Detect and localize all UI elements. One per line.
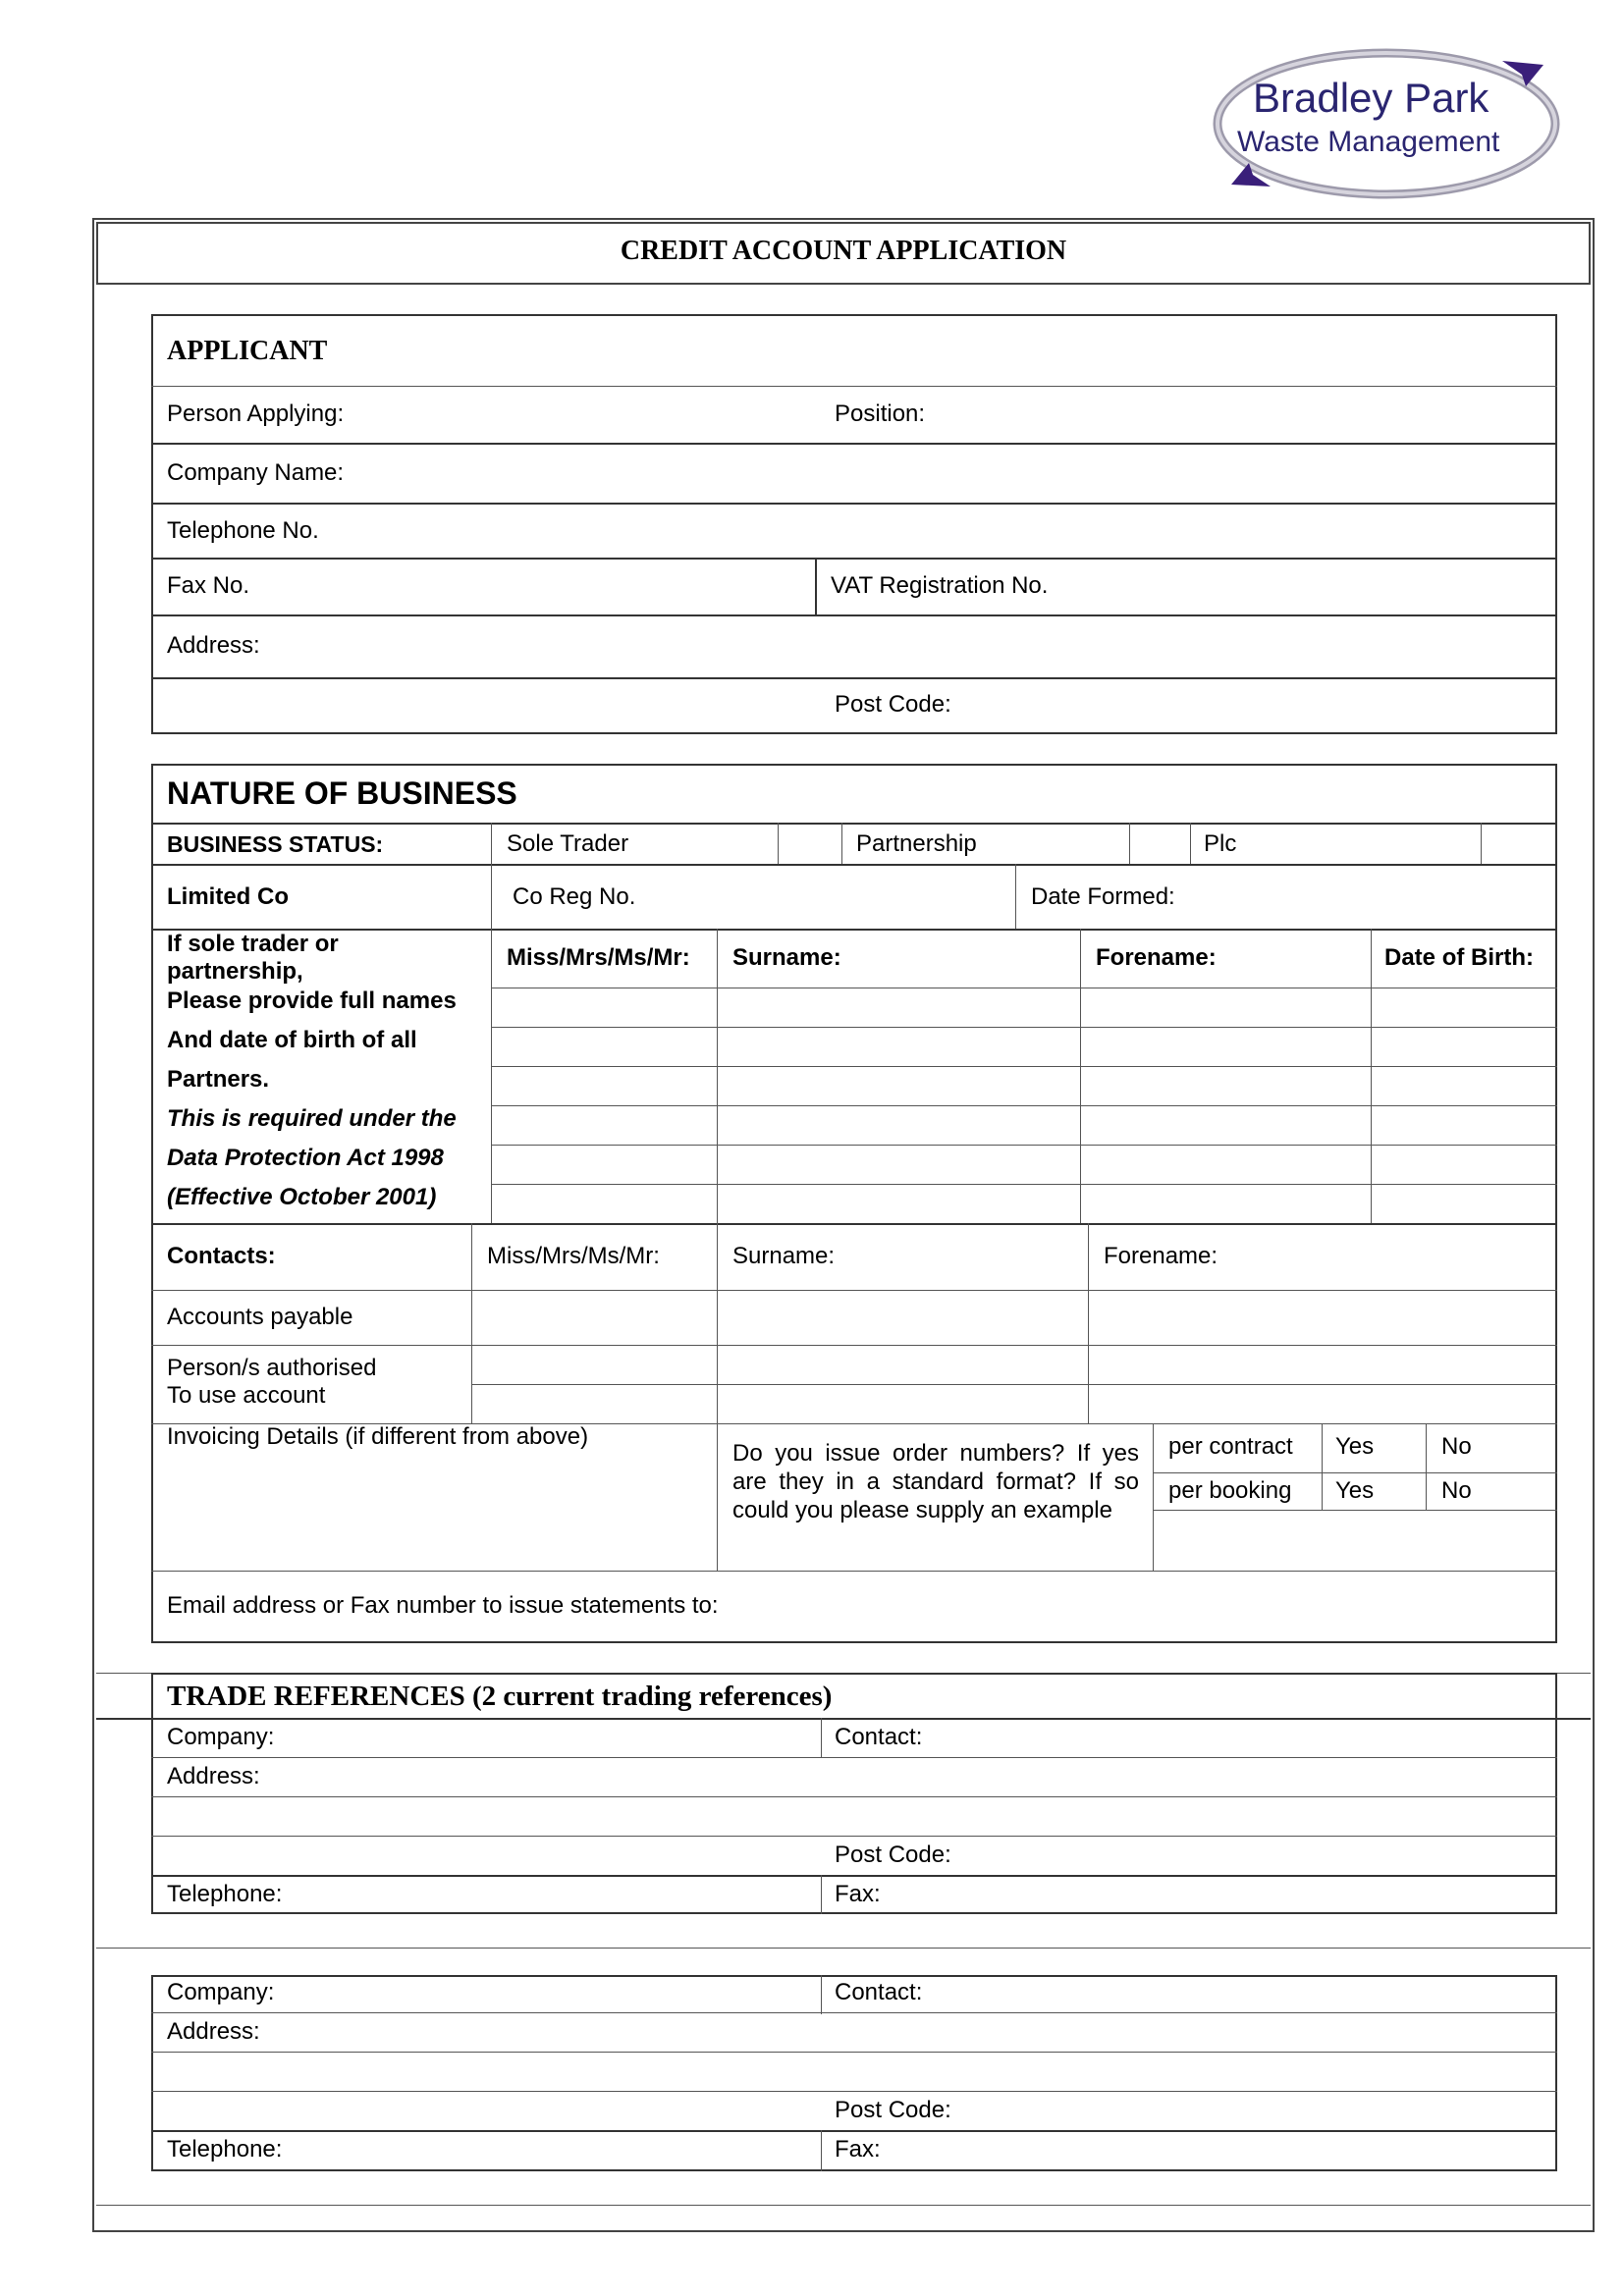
ref1-post-code-field[interactable]	[972, 1838, 1551, 1873]
contacts-label: Contacts:	[167, 1243, 276, 1269]
email-statements-field[interactable]	[756, 1575, 1551, 1639]
applicant-heading: APPLICANT	[167, 336, 328, 366]
invoicing-details-label: Invoicing Details (if different from above)	[167, 1423, 589, 1450]
partners-note-line1: If sole trader or	[167, 931, 339, 957]
contacts-forename-header: Forename:	[1104, 1243, 1218, 1269]
company-logo	[1210, 41, 1563, 204]
contacts-surname-header: Surname:	[732, 1243, 836, 1269]
ref2-address-label: Address:	[167, 2018, 260, 2045]
logo-subtitle: Waste Management	[1237, 126, 1500, 158]
ref1-fax-label: Fax:	[835, 1881, 881, 1907]
position-label: Position:	[835, 400, 926, 427]
nature-heading: NATURE OF BUSINESS	[167, 775, 517, 811]
per-booking-yes[interactable]: Yes	[1335, 1477, 1375, 1504]
vat-field[interactable]	[1070, 561, 1551, 612]
partners-surname-header: Surname:	[732, 944, 841, 971]
partner-row[interactable]	[492, 1146, 1556, 1183]
partners-note-line5: Partners.	[167, 1066, 270, 1093]
date-formed-label: Date Formed:	[1031, 883, 1175, 910]
fax-field[interactable]	[265, 561, 810, 612]
invoicing-details-field[interactable]	[157, 1455, 712, 1569]
ref2-telephone-field[interactable]	[295, 2132, 815, 2169]
partner-row[interactable]	[492, 1067, 1556, 1104]
trade-refs-heading: TRADE REFERENCES (2 current trading references)	[167, 1681, 833, 1712]
ref1-post-code-label: Post Code:	[835, 1842, 951, 1868]
ref1-contact-field[interactable]	[943, 1720, 1551, 1755]
contacts-title-header: Miss/Mrs/Ms/Mr:	[487, 1243, 660, 1269]
ref1-telephone-field[interactable]	[295, 1877, 815, 1912]
per-contract-no[interactable]: No	[1441, 1433, 1472, 1460]
partners-note-line4: And date of birth of all	[167, 1027, 417, 1053]
post-code-label: Post Code:	[835, 691, 951, 718]
per-contract-label: per contract	[1168, 1433, 1293, 1460]
per-booking-no[interactable]: No	[1441, 1477, 1472, 1504]
ref2-address-line2-field[interactable]	[157, 2054, 1551, 2089]
partners-note-line8: (Effective October 2001)	[167, 1184, 437, 1210]
vat-label: VAT Registration No.	[831, 572, 1049, 599]
partners-note-line2: partnership,	[167, 958, 303, 985]
authorised-label-line2: To use account	[167, 1382, 326, 1409]
partners-note-line3: Please provide full names	[167, 988, 457, 1014]
partnership-checkbox[interactable]	[1130, 824, 1189, 863]
ref2-post-code-label: Post Code:	[835, 2097, 951, 2123]
per-contract-yes[interactable]: Yes	[1335, 1433, 1375, 1460]
address-label: Address:	[167, 632, 260, 659]
ref1-fax-field[interactable]	[893, 1877, 1551, 1912]
telephone-label: Telephone No.	[167, 517, 319, 544]
co-reg-no-field[interactable]	[648, 868, 1011, 925]
partners-note-line6: This is required under the	[167, 1105, 457, 1132]
ref1-address-label: Address:	[167, 1763, 260, 1789]
logo-title: Bradley Park	[1253, 75, 1489, 121]
ref2-fax-field[interactable]	[893, 2132, 1551, 2169]
plc-checkbox[interactable]	[1482, 824, 1555, 863]
ref2-address-field[interactable]	[275, 2014, 1551, 2050]
ref1-contact-label: Contact:	[835, 1724, 923, 1750]
partner-row[interactable]	[492, 1185, 1556, 1222]
order-numbers-question: Do you issue order numbers? If yes are they in a standard format? If so could you please supply an example	[732, 1440, 1139, 1523]
accounts-payable-row[interactable]	[472, 1291, 1556, 1344]
co-reg-no-label: Co Reg No.	[513, 883, 636, 910]
authorised-label-line1: Person/s authorised	[167, 1355, 377, 1381]
ref1-company-field[interactable]	[295, 1720, 815, 1755]
limited-co-label: Limited Co	[167, 883, 289, 910]
plc-label: Plc	[1204, 830, 1237, 857]
partners-title-header: Miss/Mrs/Ms/Mr:	[507, 944, 690, 971]
ref2-telephone-label: Telephone:	[167, 2136, 283, 2163]
partner-row[interactable]	[492, 988, 1556, 1026]
authorised-person-row[interactable]	[472, 1385, 1556, 1422]
ref2-post-code-field[interactable]	[972, 2093, 1551, 2128]
ref2-fax-label: Fax:	[835, 2136, 881, 2163]
logo-ring-icon	[1210, 41, 1563, 204]
partnership-label: Partnership	[856, 830, 977, 857]
address-field[interactable]	[275, 617, 1551, 676]
person-applying-field[interactable]	[355, 389, 827, 442]
date-formed-field[interactable]	[1188, 868, 1551, 925]
partners-forename-header: Forename:	[1096, 944, 1217, 971]
person-applying-label: Person Applying:	[167, 400, 345, 427]
partners-dob-header: Date of Birth:	[1384, 944, 1534, 971]
ref2-contact-field[interactable]	[943, 1977, 1551, 2012]
ref1-telephone-label: Telephone:	[167, 1881, 283, 1907]
order-example-field[interactable]	[1154, 1511, 1556, 1570]
ref2-contact-label: Contact:	[835, 1979, 923, 2005]
company-name-field[interactable]	[363, 446, 1551, 501]
partner-row[interactable]	[492, 1028, 1556, 1065]
ref1-address-line2-field[interactable]	[157, 1798, 1551, 1834]
ref1-address-field[interactable]	[275, 1759, 1551, 1794]
post-code-field[interactable]	[972, 680, 1551, 731]
partners-note-line7: Data Protection Act 1998	[167, 1145, 444, 1171]
position-field[interactable]	[943, 389, 1551, 442]
partner-row[interactable]	[492, 1106, 1556, 1144]
fax-label: Fax No.	[167, 572, 250, 599]
email-statements-label: Email address or Fax number to issue statements to:	[167, 1592, 719, 1619]
authorised-person-row[interactable]	[472, 1346, 1556, 1383]
per-booking-label: per booking	[1168, 1477, 1292, 1504]
ref1-company-label: Company:	[167, 1724, 275, 1750]
business-status-label: BUSINESS STATUS:	[167, 831, 384, 857]
sole-trader-checkbox[interactable]	[779, 824, 840, 863]
accounts-payable-label: Accounts payable	[167, 1304, 353, 1330]
telephone-field[interactable]	[344, 506, 1551, 557]
sole-trader-label: Sole Trader	[507, 830, 629, 857]
form-title: CREDIT ACCOUNT APPLICATION	[620, 236, 1067, 266]
company-name-label: Company Name:	[167, 459, 345, 486]
ref2-company-field[interactable]	[295, 1977, 815, 2012]
ref2-company-label: Company:	[167, 1979, 275, 2005]
